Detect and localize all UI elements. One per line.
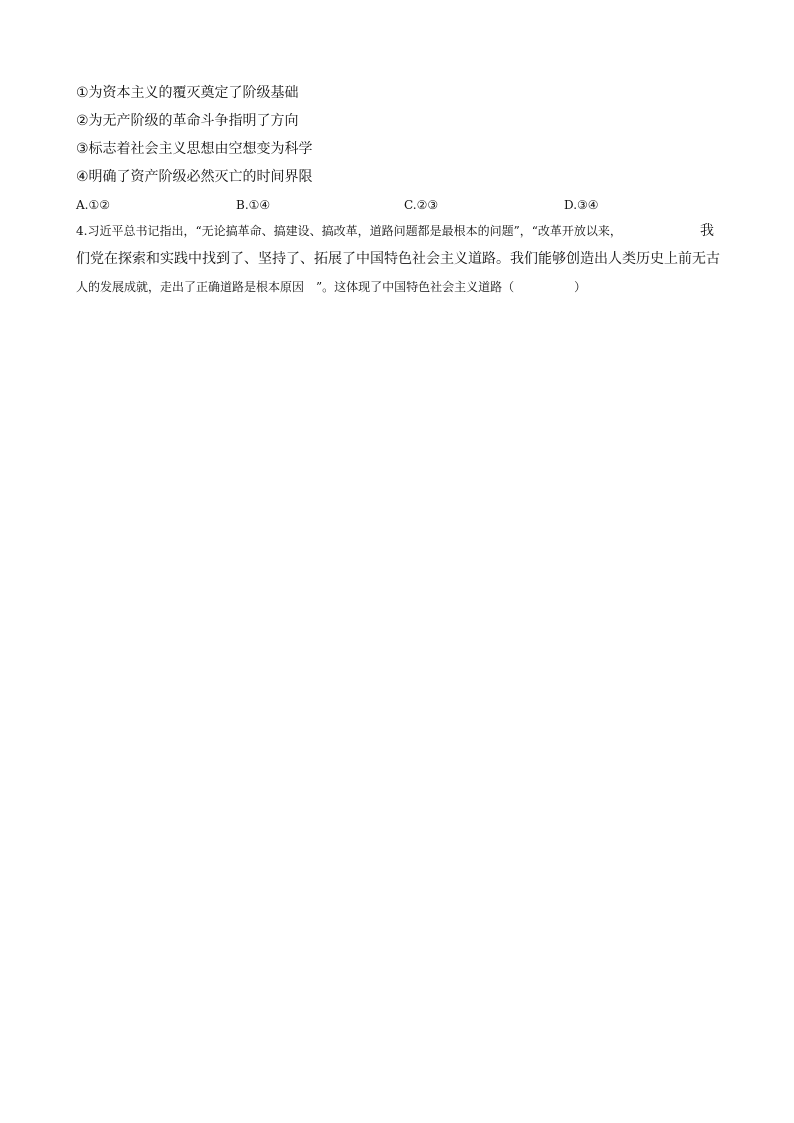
question-4-line-2: 们党在探索和实践中找到了、坚持了、拓展了中国特色社会主义道路。我们能够创造出人类历史上前无古 bbox=[76, 251, 720, 267]
statement-3: ③标志着社会主义思想由空想变为科学 bbox=[76, 141, 313, 157]
answer-options bbox=[76, 196, 716, 214]
statement-1: ①为资本主义的覆灭奠定了阶级基础 bbox=[76, 85, 299, 101]
question-4-line-1-text: 4.习近平总书记指出，“无论搞革命、搞建设、搞改革，道路问题都是最根本的问题”，“改革开放以来， bbox=[76, 224, 622, 238]
question-4-line-1-tail: 我 bbox=[700, 223, 714, 239]
option-a: A.①② bbox=[76, 198, 110, 212]
statement-4: ④明确了资产阶级必然灭亡的时间界限 bbox=[76, 169, 313, 185]
option-b: B.①④ bbox=[236, 198, 271, 212]
question-4-line-1 bbox=[76, 222, 716, 240]
option-c: C.②③ bbox=[404, 198, 439, 212]
option-d: D.③④ bbox=[564, 198, 599, 212]
statement-2: ②为无产阶级的革命斗争指明了方向 bbox=[76, 113, 299, 129]
question-4-line-3: 人的发展成就，走出了正确道路是根本原因 ”。这体现了中国特色社会主义道路（ ） bbox=[76, 280, 587, 294]
